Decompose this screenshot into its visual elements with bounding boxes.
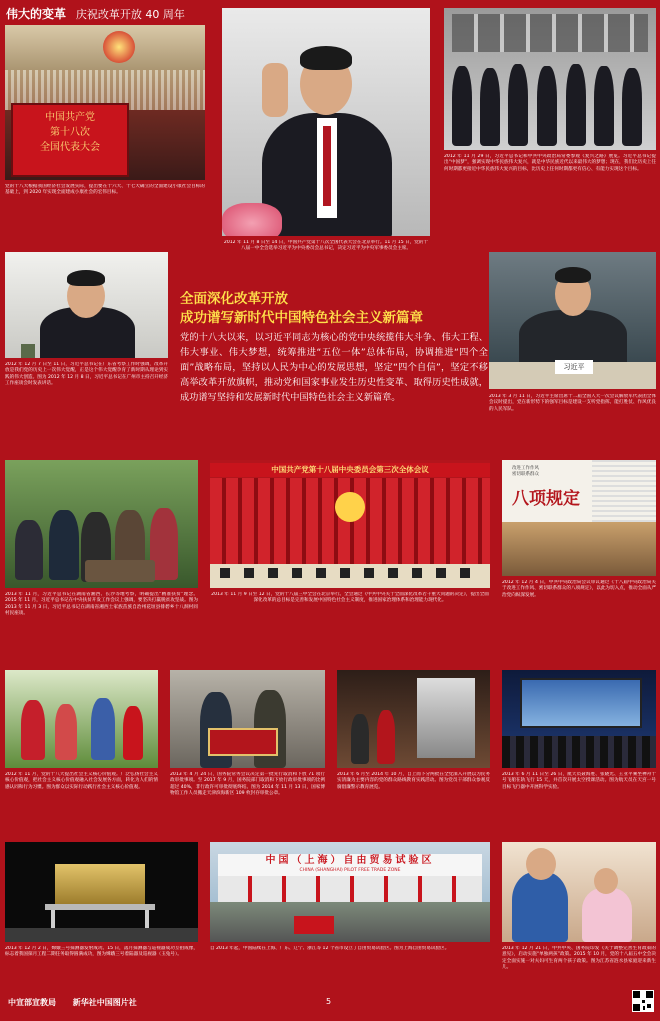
- photo-retired-seals: [170, 670, 325, 768]
- photo-eight-point-rules: [502, 460, 656, 576]
- photo-guangdong-forum: [5, 252, 168, 358]
- main-body: 党的十八大以来，以习近平同志为核心的党中央统揽伟大斗争、伟大工程、伟大事业、伟大梦想，统筹推进“五位一体”总体布局，协调推进“四个全面”战略布局，坚持以人民为中心的发展思想，坚定“四个自信”，坚定不移高举改革开放旗帜，推动党和国家事业发生历史性变革、取得历史性成就，成功谱写坚持和发展新时代中国特色社会主义新篇章。: [180, 332, 488, 403]
- headline-line1: 全面深化改革开放: [180, 291, 288, 307]
- photo-xi-waving: [222, 8, 430, 236]
- caption-retired-seals: 2013 年 4 月 24 日，国务院常务会议决定第一批先行取消和下放 71 项行政审批事项。至 2017 年 9 月，国务院部门取消和下放行政审批事项的比例超过 40%，非行政许可审批彻底终结。图为 2014 年 11 月 13 日，国家博物馆工作人员搬走天津滨海新区 109 枚封存审批公章。: [170, 772, 325, 796]
- plenum-banner: 中国共产党第十八届中央委员会第三次全体会议: [210, 463, 490, 477]
- photo-change3-lander: [5, 842, 198, 942]
- flowers: [222, 203, 282, 236]
- photo-npc-session: [489, 252, 656, 389]
- photo-village-visit: [5, 460, 198, 588]
- photo-third-plenum: [210, 460, 490, 588]
- caption-exhibition-visit: 2012 年 11 月 29 日，习近平总书记和中共中央政治局常委参观《复兴之路》展览。习近平总书记提出“中国梦”，强调实现中华民族伟大复兴，就是中华民族近代以来最伟大的梦想；现在，我们比历史上任何时期都更接近中华民族伟大复兴的目标，比历史上任何时期都更有信心、有能力实现这个目标。: [444, 154, 656, 172]
- photo-education-exhibit: [337, 670, 490, 768]
- party-emblem-icon: [335, 492, 365, 522]
- caption-two-child-family: 2013 年 12 月 21 日，中共中央、国务院印发《关于调整完善生育政策的意见》，启动实施“单独两孩”政策。2015 年 10 月，党的十八届五中全会决定全面实施一对夫妇可生育两个孩子政策。图为江苏省涟水县家庭迎来新生儿。: [502, 946, 656, 970]
- caption-guangdong-forum: 2012 年 12 月 7 日至 11 日，习近平总书记在广东省考察工作时强调，改革开放是我们党的历史上一次伟大觉醒，正是这个伟大觉醒孕育了新时期从理论到实践的伟大创造。图为 2012 年 12 月 8 日，习近平总书记在广州市主持召开经济工作座谈会时发表讲话。: [5, 362, 168, 386]
- caption-village-visit: 2013 年 11 月，习近平总书记在湖南省湘西、长沙等地考察，明确提出“精准扶贫”理念。2015 年 11 月，习近平总书记在中央扶贫开发工作会议上强调，要坚决打赢脱贫攻坚战。图为 2013 年 11 月 3 日，习近平总书记在湖南省湘西土家族苗族自治州花垣县排碧乡十八洞村同村民座谈。: [5, 592, 198, 616]
- ftz-gate-sign-en: CHINA (SHANGHAI) PILOT FREE TRADE ZONE: [299, 868, 401, 873]
- footer-credits: [8, 997, 151, 1008]
- caption-space-lecture: 2013 年 6 月 11 日至 26 日，航天员聂海胜、张晓光、王亚平乘坐神舟十号飞船在轨飞行 15 天，并首次开展太空授课活动。图为航天员在天宫一号目标飞行器中开展科学实验。: [502, 772, 656, 790]
- caption-xi-waving: 2012 年 11 月 8 日至 14 日，中国共产党第十八次全国代表大会在北京举行。11 月 15 日，党的十八届一中全会选举习近平为中央委员会总书记，决定习近平为中央军事委员会主席。: [223, 240, 429, 252]
- caption-third-plenum: 2013 年 11 月 9 日至 12 日，党的十八届三中全会在北京举行。全会通过《中共中央关于全面深化改革若干重大问题的决定》，提出全面深化改革的总目标是完善和发展中国特色社会主义制度，推进国家治理体系和治理能力现代化。: [211, 592, 489, 604]
- nameplate: 习近平: [555, 360, 593, 374]
- caption-change3-lander: 2013 年 12 月 2 日，嫦娥三号探测器发射成功。15 日，落月探测器与巡视器成功互拍成像，标志着我国探月工程二期任务取得圆满成功，图为嫦娥三号着陆器及巡视器（玉兔号）。: [5, 946, 198, 958]
- caption-congress-hall: 党的十八大根据我国经济社会发展实际，提出要在十六大、十七大确立的全面建设小康社会目标的基础上，到 2020 年实现全面建成小康社会的宏伟目标。: [5, 184, 205, 196]
- page-number: 5: [326, 997, 332, 1006]
- footer-org-xinhua: 新华社中国图片社: [72, 998, 137, 1007]
- congress-sign: [11, 103, 129, 177]
- photo-congress-hall: [5, 25, 205, 180]
- page-header: [6, 5, 185, 22]
- headline-line2: 成功谱写新时代中国特色社会主义新篇章: [180, 310, 423, 326]
- photo-exhibition-visit: [444, 8, 656, 150]
- page-subtitle: 庆祝改革开放 40 周年: [75, 8, 185, 21]
- caption-npc-session: 2013 年 3 月 11 日，习近平主席出席十二届全国人大一次会议解放军代表团全体会议时提出，党在新形势下的强军目标是建设一支听党指挥、能打胜仗、作风优良的人民军队。: [489, 394, 656, 412]
- congress-sign-text: 中国共产党 第十八次 全国代表大会: [40, 112, 100, 153]
- caption-eight-point-rules: 2012 年 12 月 4 日，中共中央政治局会议审议通过《十八届中央政治局关于改进工作作风、密切联系群众的八项规定》，以此为切入点，推动全面从严治党向纵深发展。: [502, 580, 656, 598]
- caption-core-values: 2012 年 11 月，党的十八大提出社会主义核心价值观。广泛弘扬社会主义核心价值观，把社会主义核心价值观融入社会发展各方面，转化为人们的情感认同和行为习惯。图为群众以实际行动践行社会主义核心价值观。: [5, 772, 158, 790]
- rules-title: 八项规定: [512, 489, 580, 509]
- page-title: 伟大的变革: [6, 7, 67, 21]
- caption-shanghai-ftz: 自 2013 年起，中国陆续在上海、广东、辽宁、浙江等 12 个省市设立了自由贸易试验区。图为上海自由贸易试验区。: [210, 946, 450, 951]
- photo-core-values: [5, 670, 158, 768]
- footer-org-propaganda: 中宣部宣教局: [8, 998, 56, 1007]
- photo-two-child-family: [502, 842, 656, 942]
- ftz-gate-sign: 中国（上海）自由贸易试验区: [265, 855, 435, 866]
- caption-education-exhibit: 2013 年 6 月至 2014 年 10 月，自上而下分两批在全党深入开展以为民务实清廉为主要内容的党的群众路线教育实践活动。图为党员干部群众参观反腐倡廉警示教育展览。: [337, 772, 490, 790]
- emblem-icon: [103, 31, 135, 63]
- qr-code-icon: [632, 990, 654, 1012]
- main-headline: [180, 290, 490, 328]
- rules-subtitle: 改进工作作风 密切联系群众: [512, 466, 539, 477]
- photo-space-lecture: [502, 670, 656, 768]
- photo-shanghai-ftz: [210, 842, 490, 942]
